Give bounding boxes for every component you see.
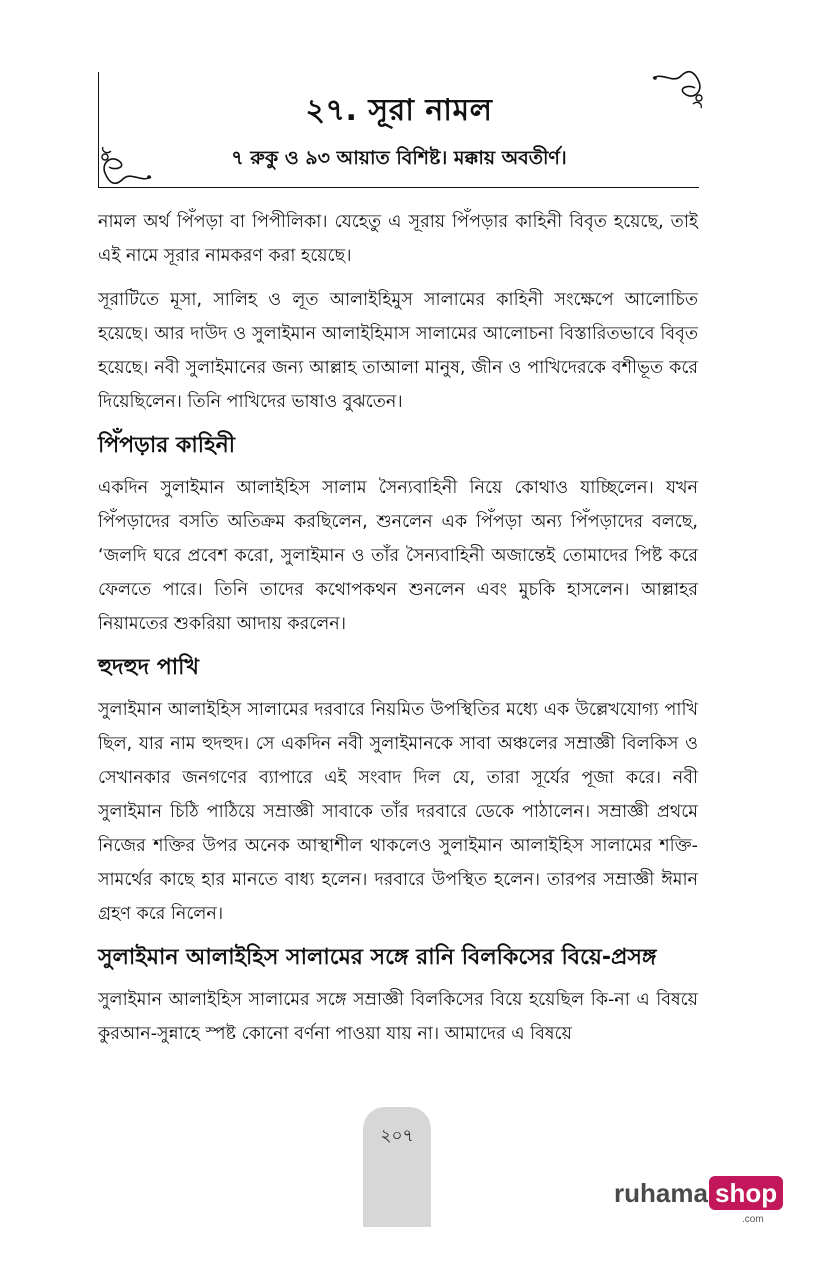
logo-accent-text: shop <box>709 1176 783 1210</box>
page-content <box>98 205 698 1061</box>
section-paragraph: সুলাইমান আলাইহিস সালামের সঙ্গে সম্রাজ্ঞী বিলকিসের বিয়ে হয়েছিল কি-না এ বিষয়ে কুরআন-সুন্নাহে স্পষ্ট কোনো বর্ণনা পাওয়া যায় না। আমাদের এ বিষয়ে <box>98 990 698 1044</box>
section-paragraph: সুলাইমান আলাইহিস সালামের দরবারে নিয়মিত উপস্থিতির মধ্যে এক উল্লেখযোগ্য পাখি ছিল, যার নাম হুদহুদ। সে একদিন নবী সুলাইমানকে সাবা অঞ্চলের সম্রাজ্ঞী বিলকিস ও সেখানকার জনগণের ব্যাপারে এই সংবাদ দিল যে, তারা সূর্যের পূজা করে। নবী সুলাইমান চিঠি পাঠিয়ে সম্রাজ্ঞী সাবাকে তাঁর দরবারে ডেকে পাঠালেন। সম্রাজ্ঞী প্রথমে নিজের শক্তির উপর অনেক আস্থাশীল থাকলেও সুলাইমান আলাইহিস সালামের শক্তি-সামর্থের কাছে হার মানতে বাধ্য হলেন। দরবারে উপস্থিত হলেন। তারপর সম্রাজ্ঞী ঈমান গ্রহণ করে নিলেন। <box>98 700 698 924</box>
page-number-tab <box>363 1107 431 1227</box>
publisher-logo <box>614 1176 784 1232</box>
chapter-title: ২৭. সূরা নামল <box>305 93 493 128</box>
chapter-subtitle: ৭ রুকু ও ৯৩ আয়াত বিশিষ্ট। মক্কায় অবতীর্ণ। <box>231 147 567 169</box>
logo-text: ruhama <box>614 1178 708 1208</box>
section-heading: হুদহুদ পাখি <box>98 655 199 680</box>
intro-paragraph: নামল অর্থ পিঁপড়া বা পিপীলিকা। যেহেতু এ সূরায় পিঁপড়ার কাহিনী বিবৃত হয়েছে, তাই এই নামে সূরার নামকরণ করা হয়েছে। <box>98 212 698 266</box>
section-paragraph: একদিন সুলাইমান আলাইহিস সালাম সৈন্যবাহিনী নিয়ে কোথাও যাচ্ছিলেন। যখন পিঁপড়াদের বসতি অতিক্রম করছিলেন, শুনলেন এক পিঁপড়া অন্য পিঁপড়াদের বলছে, ‘জলদি ঘরে প্রবেশ করো, সুলাইমান ও তাঁর সৈন্যবাহিনী অজান্তেই তোমাদের পিষ্ট করে ফেলতে পারে। তিনি তাদের কথোপকথন শুনলেন এবং মুচকি হাসলেন। আল্লাহর নিয়ামতের শুকরিয়া আদায় করলেন। <box>98 478 698 634</box>
section-heading: সুলাইমান আলাইহিস সালামের সঙ্গে রানি বিলকিসের বিয়ে-প্রসঙ্গ <box>98 945 657 970</box>
section-heading: পিঁপড়ার কাহিনী <box>98 433 236 458</box>
logo-domain-text: .com <box>742 1214 764 1225</box>
chapter-header <box>98 72 699 188</box>
page-number: ২০৭ <box>380 1126 414 1146</box>
intro-paragraph: সূরাটিতে মূসা, সালিহ ও লূত আলাইহিমুস সালামের কাহিনী সংক্ষেপে আলোচিত হয়েছে। আর দাউদ ও সুলাইমান আলাইহিমাস সালামের আলোচনা বিস্তারিতভাবে বিবৃত হয়েছে। নবী সুলাইমানের জন্য আল্লাহ তাআলা মানুষ, জীন ও পাখিদেরকে বশীভূত করে দিয়েছিলেন। তিনি পাখিদের ভাষাও বুঝতেন। <box>98 290 698 412</box>
